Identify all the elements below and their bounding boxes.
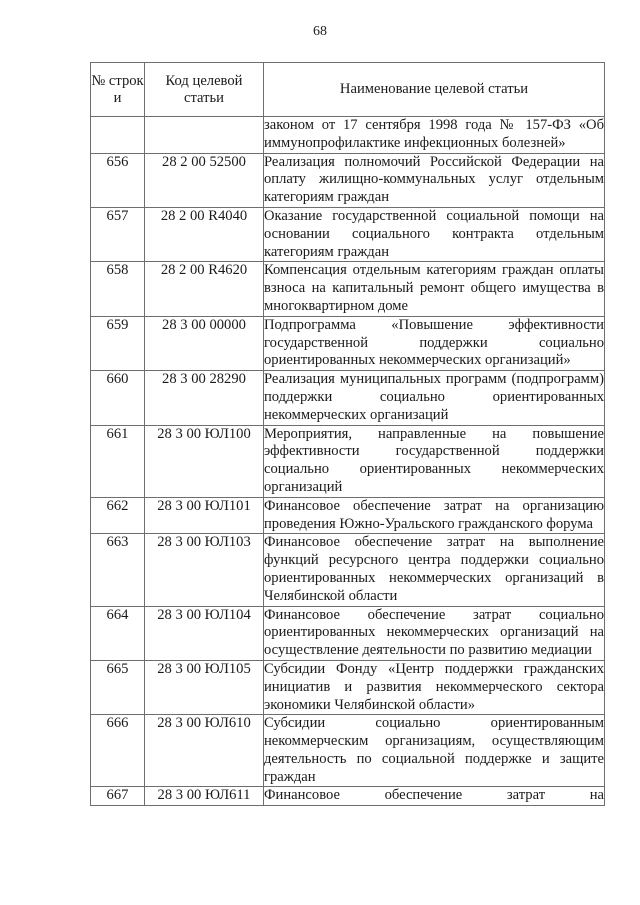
- item-code: 28 3 00 00000: [145, 316, 264, 370]
- item-code: 28 3 00 ЮЛ105: [145, 660, 264, 714]
- row-number: 660: [91, 371, 145, 425]
- item-name: Реализация муниципальных программ (подпрограмм) поддержки социально ориентированных некоммерческих организаций: [264, 371, 605, 425]
- item-code: 28 3 00 ЮЛ611: [145, 787, 264, 806]
- item-code: 28 3 00 ЮЛ104: [145, 606, 264, 660]
- table-row-continuation: [91, 117, 605, 154]
- row-number: 662: [91, 497, 145, 534]
- row-number: 666: [91, 715, 145, 787]
- item-code: 28 2 00 R4040: [145, 207, 264, 261]
- item-code: 28 3 00 28290: [145, 371, 264, 425]
- table-row: [91, 316, 605, 370]
- table-row: [91, 715, 605, 787]
- item-name: Субсидии социально ориентированным некоммерческим организациям, осуществляющим деятельность по социальной поддержке и защите граждан: [264, 715, 605, 787]
- table-row: [91, 660, 605, 714]
- item-name: Компенсация отдельным категориям граждан оплаты взноса на капитальный ремонт общего имущества в многоквартирном доме: [264, 262, 605, 316]
- table-row: [91, 787, 605, 806]
- header-item-name: Наименование целевой статьи: [264, 63, 605, 117]
- row-number: 656: [91, 153, 145, 207]
- header-row-number: № строк и: [91, 63, 145, 117]
- item-name: законом от 17 сентября 1998 года № 157-ФЗ «Об иммунопрофилактике инфекционных болезней»: [264, 117, 605, 154]
- table-row: [91, 606, 605, 660]
- item-name: Подпрограмма «Повышение эффективности государственной поддержки социально ориентированных некоммерческих организаций»: [264, 316, 605, 370]
- table-header-row: [91, 63, 605, 117]
- item-code: 28 2 00 52500: [145, 153, 264, 207]
- item-code: 28 2 00 R4620: [145, 262, 264, 316]
- item-name: Финансовое обеспечение затрат социально ориентированных некоммерческих организаций на осуществление деятельности по развитию медиации: [264, 606, 605, 660]
- target-items-table: [90, 62, 605, 806]
- table-row: [91, 207, 605, 261]
- row-number: 661: [91, 425, 145, 497]
- item-name: Финансовое обеспечение затрат на организацию проведения Южно-Уральского гражданского форума: [264, 497, 605, 534]
- item-name: Финансовое обеспечение затрат на: [264, 787, 605, 806]
- row-number: 659: [91, 316, 145, 370]
- item-name: Реализация полномочий Российской Федерации на оплату жилищно-коммунальных услуг отдельным категориям граждан: [264, 153, 605, 207]
- item-code: 28 3 00 ЮЛ610: [145, 715, 264, 787]
- item-code: 28 3 00 ЮЛ101: [145, 497, 264, 534]
- table-row: [91, 534, 605, 606]
- row-number: 663: [91, 534, 145, 606]
- table-row: [91, 497, 605, 534]
- row-number: 664: [91, 606, 145, 660]
- row-number: [91, 117, 145, 154]
- table-row: [91, 153, 605, 207]
- item-code: [145, 117, 264, 154]
- item-code: 28 3 00 ЮЛ100: [145, 425, 264, 497]
- item-name: Субсидии Фонду «Центр поддержки гражданских инициатив и развития некоммерческого сектора экономики Челябинской области»: [264, 660, 605, 714]
- item-name: Финансовое обеспечение затрат на выполнение функций ресурсного центра поддержки социально ориентированных некоммерческих организаций в Челябинской области: [264, 534, 605, 606]
- row-number: 657: [91, 207, 145, 261]
- row-number: 658: [91, 262, 145, 316]
- item-name: Оказание государственной социальной помощи на основании социального контракта отдельным категориям граждан: [264, 207, 605, 261]
- row-number: 665: [91, 660, 145, 714]
- item-name: Мероприятия, направленные на повышение эффективности государственной поддержки социально ориентированных некоммерческих организаций: [264, 425, 605, 497]
- table-row: [91, 425, 605, 497]
- table-row: [91, 262, 605, 316]
- page-number: 68: [313, 24, 327, 39]
- item-code: 28 3 00 ЮЛ103: [145, 534, 264, 606]
- header-item-code: Код целевой статьи: [145, 63, 264, 117]
- row-number: 667: [91, 787, 145, 806]
- table-row: [91, 371, 605, 425]
